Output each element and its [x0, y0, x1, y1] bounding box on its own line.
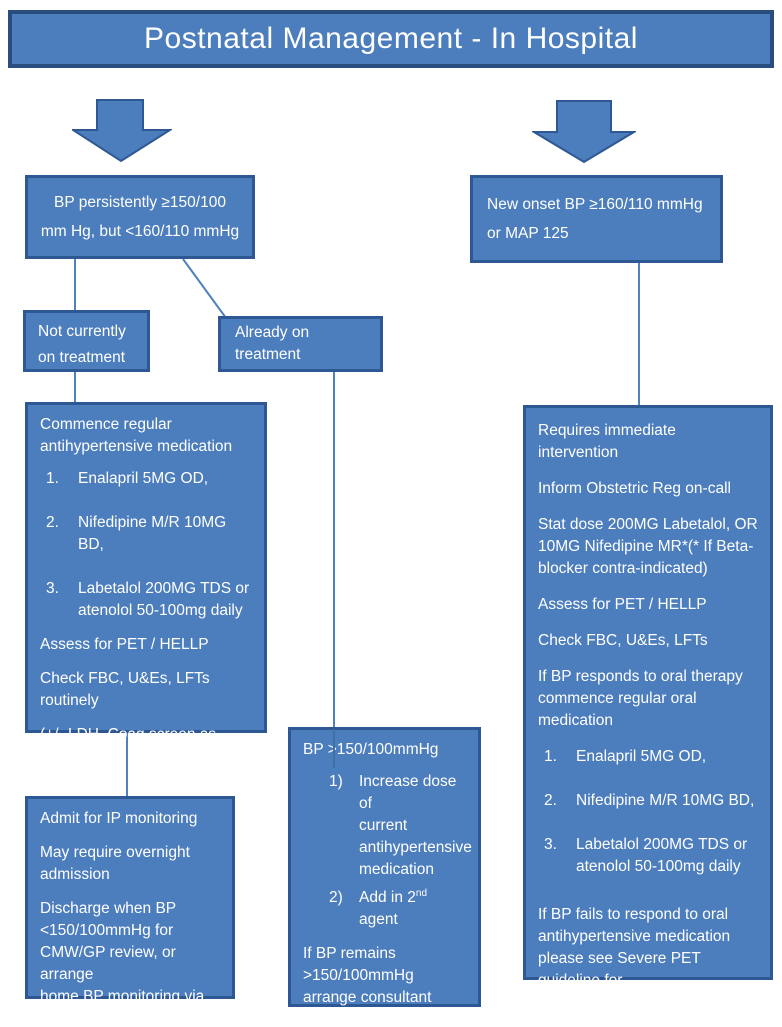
- medication-item: [40, 512, 252, 556]
- action-item: [303, 771, 472, 881]
- paragraph: May require overnight admission: [40, 844, 190, 883]
- item-number: 2.: [544, 792, 557, 809]
- item-number: 3.: [46, 580, 59, 597]
- node-text-line: on treatment: [38, 349, 126, 366]
- item-number: 2): [329, 889, 343, 906]
- paragraph: Assess for PET / HELLP: [40, 636, 209, 653]
- node-text-line: mm Hg, but <160/110 mmHg: [40, 223, 240, 240]
- node-already-on-treatment: [218, 316, 383, 372]
- paragraph: Check FBC, U&Es, LFTs routinely: [40, 670, 210, 709]
- item-number: 3.: [544, 836, 557, 853]
- paragraph: If BP responds to oral therapy commence regular oral medication: [538, 668, 743, 729]
- node-new-onset: [470, 175, 723, 263]
- paragraph: Stat dose 200MG Labetalol, OR 10MG Nifedipine MR*(* If Beta- blocker contra-indicated): [538, 516, 758, 577]
- item-number: 2.: [46, 514, 59, 531]
- item-text: Labetalol 200MG TDS or atenolol 50-100mg daily: [78, 580, 250, 619]
- page-title: [8, 10, 774, 68]
- down-arrow-icon: [532, 100, 636, 164]
- item-number: 1.: [46, 470, 59, 487]
- paragraph: If BP remains >150/100mmHg arrange consultant review: [303, 945, 432, 1027]
- action-item: [303, 887, 466, 931]
- item-text: Nifedipine M/R 10MG BD,: [576, 792, 755, 809]
- node-immediate-intervention: [523, 405, 773, 1011]
- medication-item: [40, 468, 252, 490]
- node-admit-monitoring: [25, 796, 235, 1027]
- node-bp-over-150: [288, 727, 481, 1027]
- paragraph: BP >150/100mmHg: [303, 741, 439, 758]
- item-text: Increase dose of current antihypertensive medication: [359, 773, 472, 878]
- paragraph: Admit for IP monitoring: [40, 810, 198, 827]
- medication-item: [40, 578, 252, 622]
- node-bp-persistent: [25, 175, 255, 259]
- item-number: 1.: [544, 748, 557, 765]
- down-arrow-icon: [72, 99, 172, 163]
- paragraph: Inform Obstetric Reg on-call: [538, 480, 731, 497]
- item-text: Nifedipine M/R 10MG BD,: [78, 514, 227, 553]
- node-text-line: New onset BP ≥160/110 mmHg: [487, 196, 703, 213]
- item-text: Enalapril 5MG OD,: [576, 748, 707, 765]
- node-not-on-treatment: [23, 310, 150, 372]
- item-text: Enalapril 5MG OD,: [78, 470, 209, 487]
- paragraph: Requires immediate intervention: [538, 422, 676, 461]
- node-text-line: Not currently: [38, 323, 126, 340]
- medication-item: [538, 746, 758, 768]
- node-text-line: Already on treatment: [235, 324, 310, 363]
- paragraph: Commence regular antihypertensive medication: [40, 416, 233, 455]
- medication-item: [538, 834, 758, 878]
- paragraph: If BP fails to respond to oral antihypertensive medication please see Severe PET guideline for IV management: [538, 906, 731, 1011]
- item-text: Labetalol 200MG TDS or atenolol 50-100mg daily: [576, 836, 748, 875]
- paragraph: (+/- LDH, Coag screen as indicated): [40, 726, 217, 765]
- paragraph: Discharge when BP <150/100mmHg for CMW/GP review, or arrange home BP monitoring via DCU: [40, 900, 205, 1027]
- paragraph: Assess for PET / HELLP: [538, 596, 707, 613]
- item-number: 1): [329, 773, 343, 790]
- page-title-text: Postnatal Management - In Hospital: [144, 22, 638, 55]
- node-text-line: or MAP 125: [487, 225, 569, 242]
- paragraph: Check FBC, U&Es, LFTs: [538, 632, 708, 649]
- medication-item: [538, 790, 758, 812]
- item-text: Add in 2nd agent: [359, 887, 428, 928]
- node-text-line: BP persistently ≥150/100: [54, 194, 226, 211]
- node-commence-medication: [25, 402, 267, 765]
